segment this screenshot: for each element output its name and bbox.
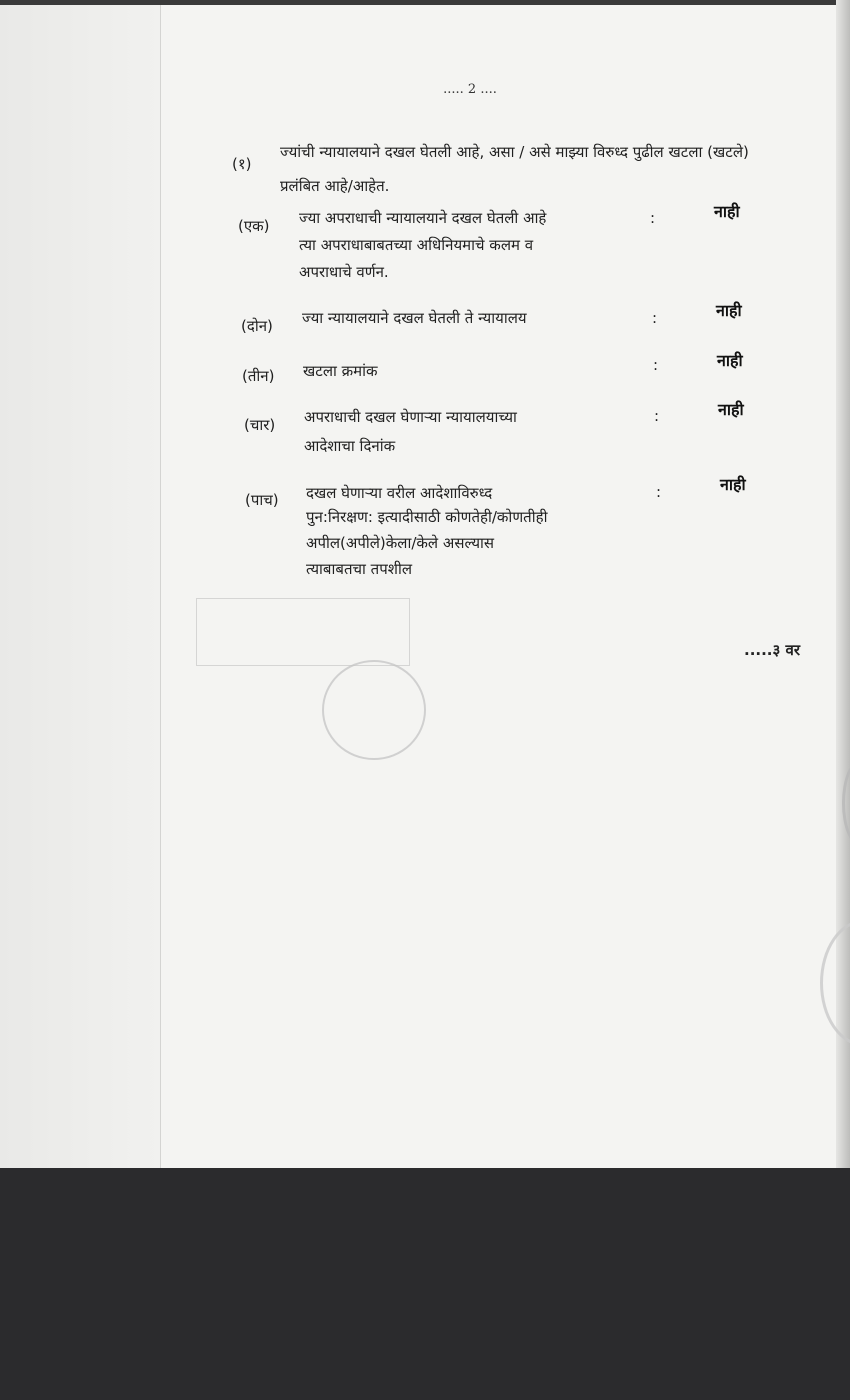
section-number: (१) bbox=[232, 155, 252, 173]
scan-top-edge bbox=[0, 0, 850, 5]
item-colon-1: : bbox=[650, 209, 656, 227]
item-text-5-line-4: त्याबाबतचा तपशील bbox=[306, 560, 413, 578]
item-answer-4: नाही bbox=[718, 400, 744, 419]
section-heading-line-1: ज्यांची न्यायालयाने दखल घेतली आहे, असा / असे माझ्या विरुध्द पुढील खटला (खटले) bbox=[280, 143, 749, 161]
item-colon-5: : bbox=[656, 483, 662, 501]
item-text-5-line-2: पुन:निरक्षण: इत्यादीसाठी कोणतेही/कोणतीही bbox=[306, 508, 548, 526]
item-label-3: (तीन) bbox=[242, 367, 275, 385]
item-answer-1: नाही bbox=[714, 202, 740, 221]
item-label-1: (एक) bbox=[238, 217, 270, 235]
item-colon-3: : bbox=[653, 356, 659, 374]
page-number: ..... 2 .... bbox=[443, 82, 497, 97]
item-text-4-line-2: आदेशाचा दिनांक bbox=[304, 437, 396, 455]
item-text-5-line-1: दखल घेणाऱ्या वरील आदेशाविरुध्द bbox=[306, 484, 493, 502]
item-answer-5: नाही bbox=[720, 475, 746, 494]
item-answer-2: नाही bbox=[716, 301, 742, 320]
item-text-4-line-1: अपराधाची दखल घेणाऱ्या न्यायालयाच्या bbox=[304, 408, 517, 426]
item-text-5-line-3: अपील(अपीले)केला/केले असल्यास bbox=[306, 534, 495, 552]
item-colon-4: : bbox=[654, 407, 660, 425]
item-label-5: (पाच) bbox=[245, 491, 279, 509]
scan-margin bbox=[0, 0, 161, 1168]
item-colon-2: : bbox=[652, 309, 658, 327]
faded-round-seal-edge bbox=[820, 920, 850, 1046]
faded-round-seal bbox=[322, 660, 426, 760]
section-heading-line-2: प्रलंबित आहे/आहेत. bbox=[280, 177, 390, 195]
item-text-1-line-3: अपराधाचे वर्णन. bbox=[299, 263, 389, 281]
item-text-1-line-2: त्या अपराधाबाबतच्या अधिनियमाचे कलम व bbox=[299, 236, 534, 254]
item-answer-3: नाही bbox=[717, 351, 743, 370]
item-text-3-line-1: खटला क्रमांक bbox=[303, 362, 378, 380]
item-label-4: (चार) bbox=[244, 416, 276, 434]
item-text-2-line-1: ज्या न्यायालयाने दखल घेतली ते न्यायालय bbox=[302, 309, 527, 327]
item-label-2: (दोन) bbox=[241, 317, 273, 335]
faded-office-stamp bbox=[196, 598, 410, 666]
continued-on-next-page: .....३ वर bbox=[744, 641, 800, 659]
item-text-1-line-1: ज्या अपराधाची न्यायालयाने दखल घेतली आहे bbox=[299, 209, 547, 227]
